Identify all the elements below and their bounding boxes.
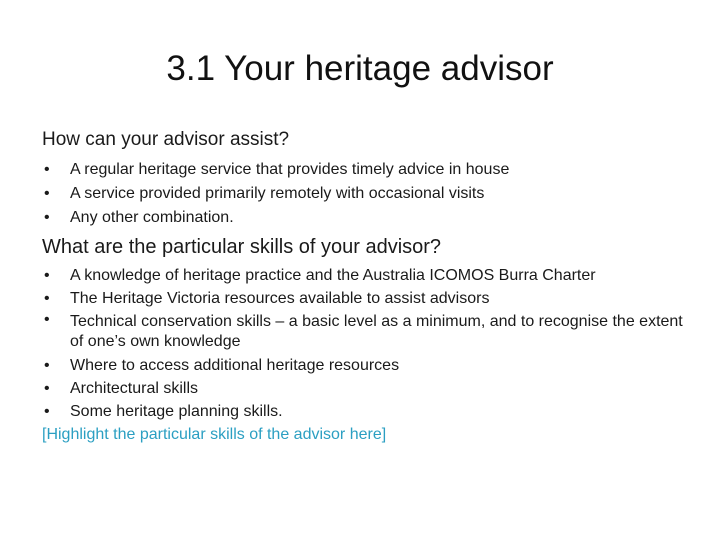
section-heading-assist: How can your advisor assist? xyxy=(42,129,290,150)
bullet-icon: • xyxy=(44,380,50,397)
skills-bullet-list xyxy=(42,264,692,423)
list-item xyxy=(42,354,692,377)
list-item xyxy=(42,400,692,423)
bullet-icon: • xyxy=(44,185,50,202)
list-item-text: Technical conservation skills – a basic level as a minimum, and to recognise the extent of one’s own knowledge xyxy=(70,313,683,350)
bullet-icon: • xyxy=(44,209,50,226)
bullet-icon: • xyxy=(44,403,50,420)
list-item-text: A regular heritage service that provides timely advice in house xyxy=(70,161,510,178)
list-item-text: Any other combination. xyxy=(70,209,234,226)
list-item xyxy=(42,287,692,310)
list-item-text: Where to access additional heritage resources xyxy=(70,357,400,374)
list-item xyxy=(42,310,692,354)
slide-content xyxy=(42,128,692,447)
bullet-icon: • xyxy=(44,161,50,178)
bullet-icon: • xyxy=(44,311,50,328)
list-item xyxy=(42,182,692,206)
list-item-text: Some heritage planning skills. xyxy=(70,403,283,420)
bullet-icon: • xyxy=(44,357,50,374)
list-item-text: Architectural skills xyxy=(70,380,199,397)
list-item-text: The Heritage Victoria resources available to assist advisors xyxy=(70,290,490,307)
section-heading-skills: What are the particular skills of your advisor? xyxy=(42,236,442,258)
list-item-text: A knowledge of heritage practice and the Australia ICOMOS Burra Charter xyxy=(70,267,596,284)
list-item xyxy=(42,206,692,230)
list-item-text: A service provided primarily remotely with occasional visits xyxy=(70,185,485,202)
list-item xyxy=(42,377,692,400)
bullet-icon: • xyxy=(44,290,50,307)
highlight-note: [Highlight the particular skills of the advisor here] xyxy=(42,426,387,443)
bullet-icon: • xyxy=(44,267,50,284)
assist-bullet-list xyxy=(42,158,692,230)
slide-title: 3.1 Your heritage advisor xyxy=(166,49,554,88)
list-item xyxy=(42,264,692,287)
list-item xyxy=(42,158,692,182)
